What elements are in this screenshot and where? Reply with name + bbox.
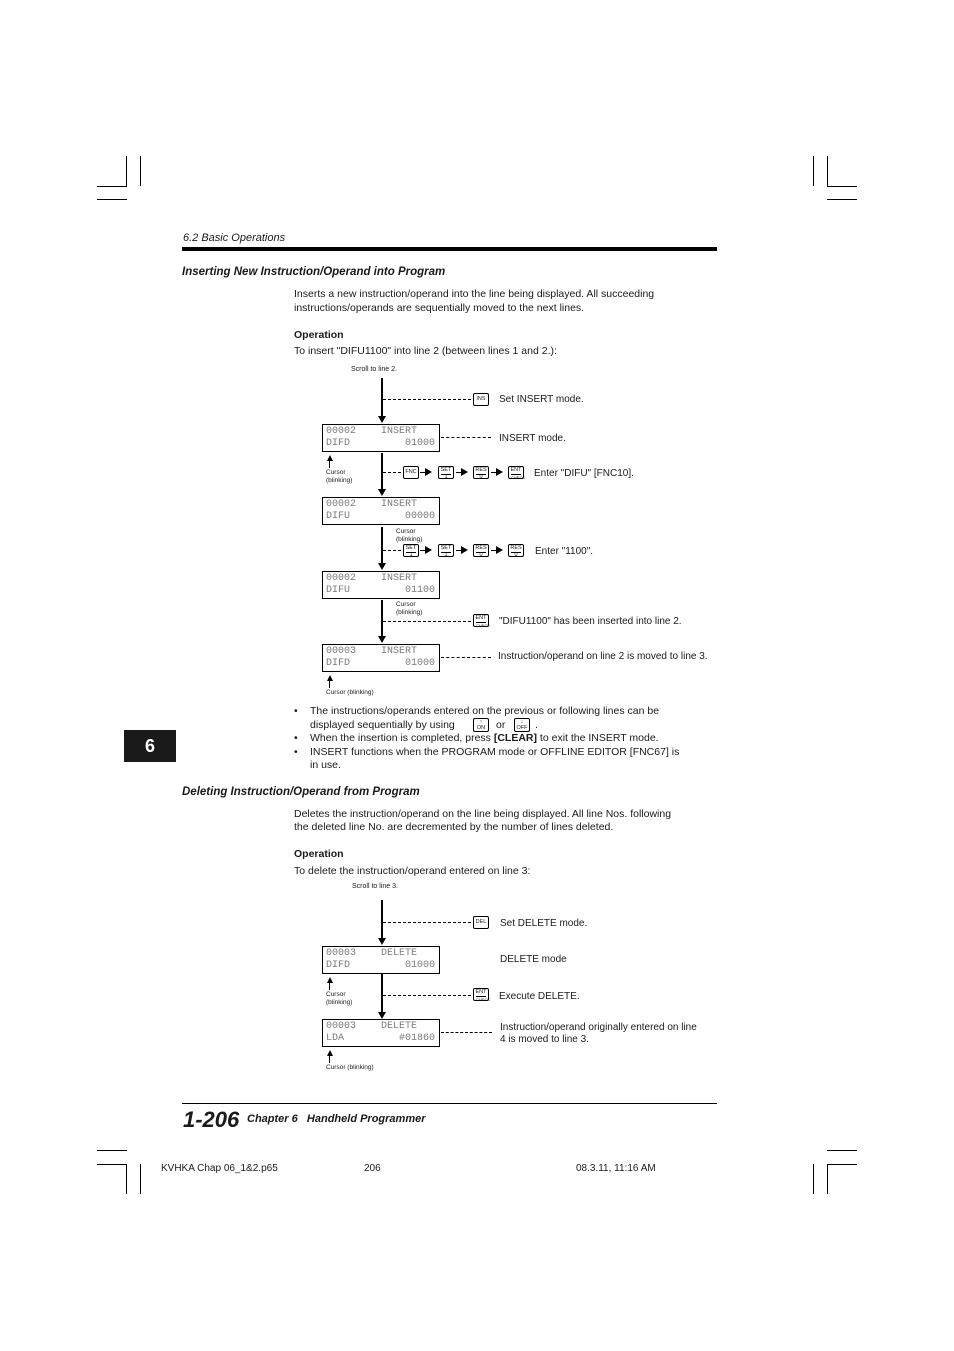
flow-line: [381, 527, 383, 563]
print-file-name: KVHKA Chap 06_1&2.p65: [161, 1163, 278, 1174]
insert-mode-label: INSERT mode.: [499, 433, 566, 444]
cursor-label: Cursor: [326, 991, 346, 998]
dashed-connector: [383, 550, 401, 551]
cursor-label: (blinking): [326, 477, 353, 484]
note-3-line-2: in use.: [310, 759, 341, 771]
set-1-key-icon: SET 1: [438, 544, 454, 557]
set-1-key-icon: SET 1: [403, 544, 419, 557]
delete-step-3-line-2: 4 is moved to line 3.: [500, 1034, 589, 1045]
sequence-arrow-icon: [496, 468, 503, 476]
res-0-key-icon: RES 0: [508, 544, 524, 557]
ent-key-icon: ENT CHECK: [508, 466, 524, 479]
dashed-connector: [383, 922, 471, 923]
insert-operation-label: Operation: [294, 329, 344, 341]
delete-mode-label: DELETE mode: [500, 954, 567, 965]
dashed-connector: [383, 399, 471, 400]
dashed-connector: [441, 657, 491, 658]
note-1-or: or: [496, 719, 506, 731]
ent-key-icon: ENT CHECK: [473, 988, 489, 1001]
note-1-line-1: The instructions/operands entered on the previous or following lines can be: [310, 705, 660, 717]
section-header: 6.2 Basic Operations: [183, 232, 286, 244]
lcd-display: 00002 INSERT DIFU 01100: [322, 571, 440, 599]
sequence-arrow-line: [420, 472, 426, 473]
delete-step-2: Execute DELETE.: [499, 991, 580, 1002]
page-number: 1-206: [183, 1107, 240, 1132]
ent-key-icon: ENT CHECK: [473, 614, 489, 627]
dashed-connector: [441, 437, 491, 438]
footer-rule: [182, 1103, 717, 1104]
cursor-arrow-icon: [327, 675, 333, 681]
cursor-arrow: [329, 1055, 330, 1063]
flow-arrow: [378, 938, 386, 945]
insert-step-2: Enter "DIFU" [FNC10].: [534, 468, 634, 479]
delete-step-1: Set DELETE mode.: [500, 918, 588, 929]
bullet-marker: •: [294, 732, 298, 744]
note-1-line-2: displayed sequentially by using: [310, 719, 455, 731]
delete-scroll-label: Scroll to line 3.: [352, 883, 398, 890]
lcd-display: 00003 DELETE LDA #01860: [322, 1019, 440, 1047]
set-1-key-icon: SET 1: [438, 466, 454, 479]
sequence-arrow-icon: [461, 546, 468, 554]
insert-scroll-label: Scroll to line 2.: [351, 366, 397, 373]
cursor-label: Cursor: [396, 528, 416, 535]
insert-step-1: Set INSERT mode.: [499, 394, 584, 405]
scroll-down-off-key-icon: ↓ OFF: [514, 718, 530, 732]
res-0-key-icon: RES 0: [473, 544, 489, 557]
flow-line: [381, 974, 383, 1012]
insert-step-4: "DIFU1100" has been inserted into line 2.: [499, 616, 682, 627]
lcd-display: 00003 DELETE DIFD 01000: [322, 946, 440, 974]
footer-chapter: Chapter 6 Handheld Programmer: [247, 1113, 426, 1125]
scroll-up-on-key-icon: ↑ ON: [473, 718, 489, 732]
delete-desc-1: Deletes the instruction/operand on the line being displayed. All line Nos. following: [294, 808, 672, 820]
print-date: 08.3.11, 11:16 AM: [576, 1163, 656, 1174]
cursor-arrow: [329, 680, 330, 688]
dashed-connector: [441, 1032, 492, 1033]
insert-desc-1: Inserts a new instruction/operand into the line being displayed. All succeeding: [294, 288, 655, 300]
sequence-arrow-icon: [461, 468, 468, 476]
delete-operation-label: Operation: [294, 848, 344, 860]
cursor-arrow-icon: [327, 455, 333, 461]
dashed-connector: [383, 995, 471, 996]
cursor-label: (blinking): [326, 999, 353, 1006]
flow-arrow: [378, 416, 386, 423]
cursor-label: (blinking): [396, 536, 423, 543]
del-key-icon: DEL: [473, 916, 489, 929]
flow-arrow: [378, 636, 386, 643]
bullet-marker: •: [294, 746, 298, 758]
flow-line: [381, 600, 383, 636]
cursor-arrow: [329, 982, 330, 990]
insert-step-5: Instruction/operand on line 2 is moved to line 3.: [498, 651, 708, 662]
note-1-end: .: [535, 719, 538, 731]
dashed-connector: [383, 621, 471, 622]
insert-operation-text: To insert "DIFU1100" into line 2 (between lines 1 and 2.):: [294, 345, 557, 357]
lcd-display: 00002 INSERT DIFU 00000: [322, 497, 440, 525]
fnc-key-icon: FNC: [403, 466, 419, 479]
sequence-arrow-icon: [425, 468, 432, 476]
flow-line: [381, 453, 383, 489]
res-0-key-icon: RES 0: [473, 466, 489, 479]
delete-step-3-line-1: Instruction/operand originally entered on line: [500, 1022, 697, 1033]
delete-desc-2: the deleted line No. are decremented by the number of lines deleted.: [294, 821, 614, 833]
lcd-display: 00003 INSERT DIFD 01000: [322, 644, 440, 672]
flow-line: [381, 378, 383, 416]
cursor-label: (blinking): [396, 609, 423, 616]
delete-operation-text: To delete the instruction/operand entered on line 3:: [294, 865, 531, 877]
sequence-arrow-icon: [496, 546, 503, 554]
print-page: 206: [364, 1163, 381, 1174]
cursor-arrow: [329, 460, 330, 468]
note-3-line-1: INSERT functions when the PROGRAM mode or OFFLINE EDITOR [FNC67] is: [310, 746, 680, 758]
lcd-display: 00002 INSERT DIFD 01000: [322, 424, 440, 452]
flow-arrow: [378, 489, 386, 496]
cursor-arrow-icon: [327, 1050, 333, 1056]
ins-key-icon: INS: [473, 393, 489, 406]
flow-arrow: [378, 563, 386, 570]
insert-step-3: Enter "1100".: [535, 546, 594, 557]
cursor-label: Cursor (blinking): [326, 1064, 374, 1071]
chapter-tab: 6: [124, 730, 176, 762]
header-rule: [182, 247, 717, 251]
bullet-marker: •: [294, 705, 298, 717]
cursor-label: Cursor: [396, 601, 416, 608]
flow-line: [381, 900, 383, 938]
cursor-label: Cursor (blinking): [326, 689, 374, 696]
flow-arrow: [378, 1012, 386, 1019]
note-2: When the insertion is completed, press [CLEAR] to exit the INSERT mode.: [310, 732, 659, 744]
insert-heading: Inserting New Instruction/Operand into Program: [182, 266, 446, 278]
cursor-label: Cursor: [326, 469, 346, 476]
dashed-connector: [383, 472, 401, 473]
delete-heading: Deleting Instruction/Operand from Program: [182, 786, 420, 798]
insert-desc-2: instructions/operands are sequentially moved to the next lines.: [294, 302, 585, 314]
sequence-arrow-icon: [425, 546, 432, 554]
cursor-arrow-icon: [327, 977, 333, 983]
